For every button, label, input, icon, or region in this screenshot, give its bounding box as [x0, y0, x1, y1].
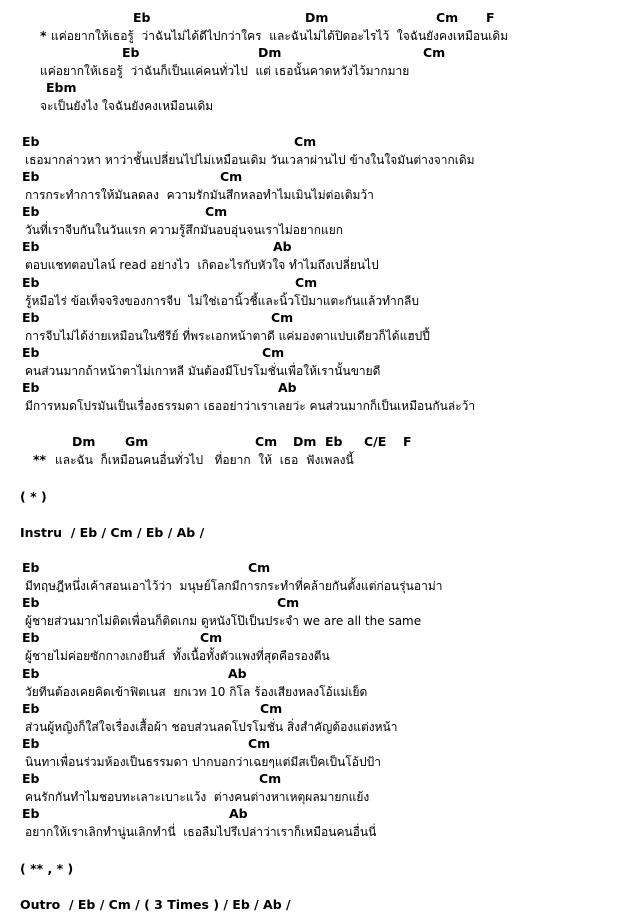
lyric-line: และฉัน ก็เหมือนคนอื่นทั่วไป ที่อยาก ให้ เธอ ฟังเพลงนี้: [55, 453, 354, 467]
lyric-line: วันที่เราจีบกันในวันแรก ความรู้สึกมันอบอุ่นจนเราไม่อยากแยก: [25, 223, 344, 237]
chord: Eb: [122, 45, 140, 60]
chord: Eb: [22, 666, 40, 681]
chord: Dm: [305, 10, 329, 25]
section-marker: **: [33, 452, 47, 467]
lyric-line: จะเป็นยังไง ใจฉันยังคงเหมือนเดิม: [40, 99, 214, 113]
chord: Dm: [293, 434, 317, 449]
chord: Cm: [200, 630, 223, 645]
chord: Cm: [259, 771, 282, 786]
chord: Eb: [325, 434, 343, 449]
chord: Cm: [294, 134, 317, 149]
chord: Eb: [22, 560, 40, 575]
chord: Eb: [22, 169, 40, 184]
chord: Cm: [271, 310, 294, 325]
chord: Eb: [22, 630, 40, 645]
chord: Cm: [255, 434, 278, 449]
chord: Eb: [22, 345, 40, 360]
outro-line: Outro / Eb / Cm / ( 3 Times ) / Eb / Ab /: [20, 897, 291, 912]
chord: Eb: [22, 380, 40, 395]
lyric-line: คนรักกันทำไมชอบทะเลาะเบาะแว้ง ต่างคนต่างหาเหตุผลมายกแย้ง: [25, 790, 370, 804]
chord: Cm: [248, 736, 271, 751]
chord: Eb: [22, 771, 40, 786]
chord: Cm: [220, 169, 243, 184]
chord: Cm: [436, 10, 459, 25]
lyric-line: แค่อยากให้เธอรู้ ว่าฉันไม่ได้ดีไปกว่าใคร และฉันไม่ได้ปิดอะไรไว้ ใจฉันยังคงเหมือนเดิม: [51, 29, 509, 43]
chord: Eb: [22, 806, 40, 821]
lyric-line: คนส่วนมากถ้าหน้าตาไม่เกาหลี มันต้องมีโปรโมชั่นเพื่อให้เรานั้นขายดี: [25, 364, 381, 378]
lyric-line: เธอมากล่าวหา หาว่าชั้นเปลี่ยนไปไม่เหมือนเดิม วันเวลาผ่านไป ข้างในใจมันต่างจากเดิม: [25, 153, 475, 167]
chord: Eb: [22, 134, 40, 149]
chord: Cm: [248, 560, 271, 575]
chord: Cm: [260, 701, 283, 716]
chord: Ab: [278, 380, 297, 395]
lyric-line: นินทาเพื่อนร่วมห้องเป็นธรรมดา ปากบอกว่าเฉยๆแต่มีสเป็คเป็นโอ้ปป้า: [25, 755, 381, 769]
repeat-marker: ( * ): [20, 489, 47, 504]
chord: F: [486, 10, 495, 25]
lyric-line: การกระทำการให้มันลดลง ความรักมันสึกหลอทำไมเมินไม่ต่อเติมว้า: [25, 188, 374, 202]
lyric-line: วัยทีนต้องเคยคิดเข้าฟิตเนส ยกเวท 10 กิโล ร้องเสียงหลงโอ้แม่เย็ด: [25, 685, 368, 699]
lyric-line: ผู้ชายส่วนมากไม่ติดเพื่อนก็ติดเกม ดูหนังโป๊เป็นประจำ we are all the same: [25, 614, 422, 628]
lyric-line: รู้หมือไร่ ข้อเท็จจริงของการจีบ ไม่ใช่เอานิ้วชี้และนิ้วโป้มาแตะกันแล้วทำกลีบ: [25, 294, 419, 308]
instrumental-line: Instru / Eb / Cm / Eb / Ab /: [20, 525, 205, 540]
chord: Gm: [125, 434, 149, 449]
chord: Ab: [273, 239, 292, 254]
lyric-line: ตอบแชทตอบไลน์ read อย่างไว เกิดอะไรกับหัวใจ ทำไมถึงเปลี่ยนไป: [25, 258, 379, 272]
lyric-line: มีการหมดโปรมันเป็นเรื่องธรรมดา เธออย่าว่าเราเลยว่ะ คนส่วนมากก็เป็นเหมือนกันล่ะว้า: [25, 399, 476, 413]
lyric-line: มีทฤษฎีหนึ่งเค้าสอนเอาไว้ว่า มนุษย์โลกมีการกระทำที่คล้ายกันตั้งแต่ก่อนรุ่นอาม่า: [25, 579, 443, 593]
chord: C/E: [364, 434, 387, 449]
chord: Eb: [133, 10, 151, 25]
lyric-line: แค่อยากให้เธอรู้ ว่าฉันก็เป็นแค่คนทั่วไป แต่ เธอนั้นคาดหวังไว้มากมาย: [40, 64, 410, 78]
chord: F: [403, 434, 412, 449]
chord: Eb: [22, 701, 40, 716]
chord: Cm: [423, 45, 446, 60]
lyric-line: ส่วนผู้หญิงก็ใส่ใจเรื่องเสื้อผ้า ชอบส่วนลดโปรโมชั่น สิ่งสำคัญต้องแต่งหน้า: [25, 720, 398, 734]
repeat-marker: ( ** , * ): [20, 861, 74, 876]
chord: Cm: [295, 275, 318, 290]
chord: Eb: [22, 204, 40, 219]
chord: Eb: [22, 736, 40, 751]
chord: Cm: [205, 204, 228, 219]
chord: Eb: [22, 595, 40, 610]
section-marker: *: [40, 28, 47, 43]
chord: Eb: [22, 239, 40, 254]
chord: Dm: [72, 434, 96, 449]
chord: Ab: [228, 666, 247, 681]
chord: Dm: [258, 45, 282, 60]
chord: Ab: [229, 806, 248, 821]
chord: Ebm: [46, 80, 77, 95]
chord: Cm: [262, 345, 285, 360]
lyric-line: อยากให้เราเลิกทำนู่นเลิกทำนี่ เธอลืมไปรึเปล่าว่าเราก็เหมือนคนอื่นนี่: [25, 825, 377, 839]
chord: Cm: [277, 595, 300, 610]
lyric-line: ผู้ชายไม่ค่อยซักกางเกงยีนส์ ทั้งเนื้อทั้งตัวแพงที่สุดคือรองตีน: [25, 649, 330, 663]
chord: Eb: [22, 310, 40, 325]
lyric-line: การจีบไม่ได้ง่ายเหมือนในซีรีย์ ที่พระเอกหน้าตาดี แค่มองตาแปบเดียวก็ได้แฮปปี้: [25, 329, 430, 343]
chord: Eb: [22, 275, 40, 290]
